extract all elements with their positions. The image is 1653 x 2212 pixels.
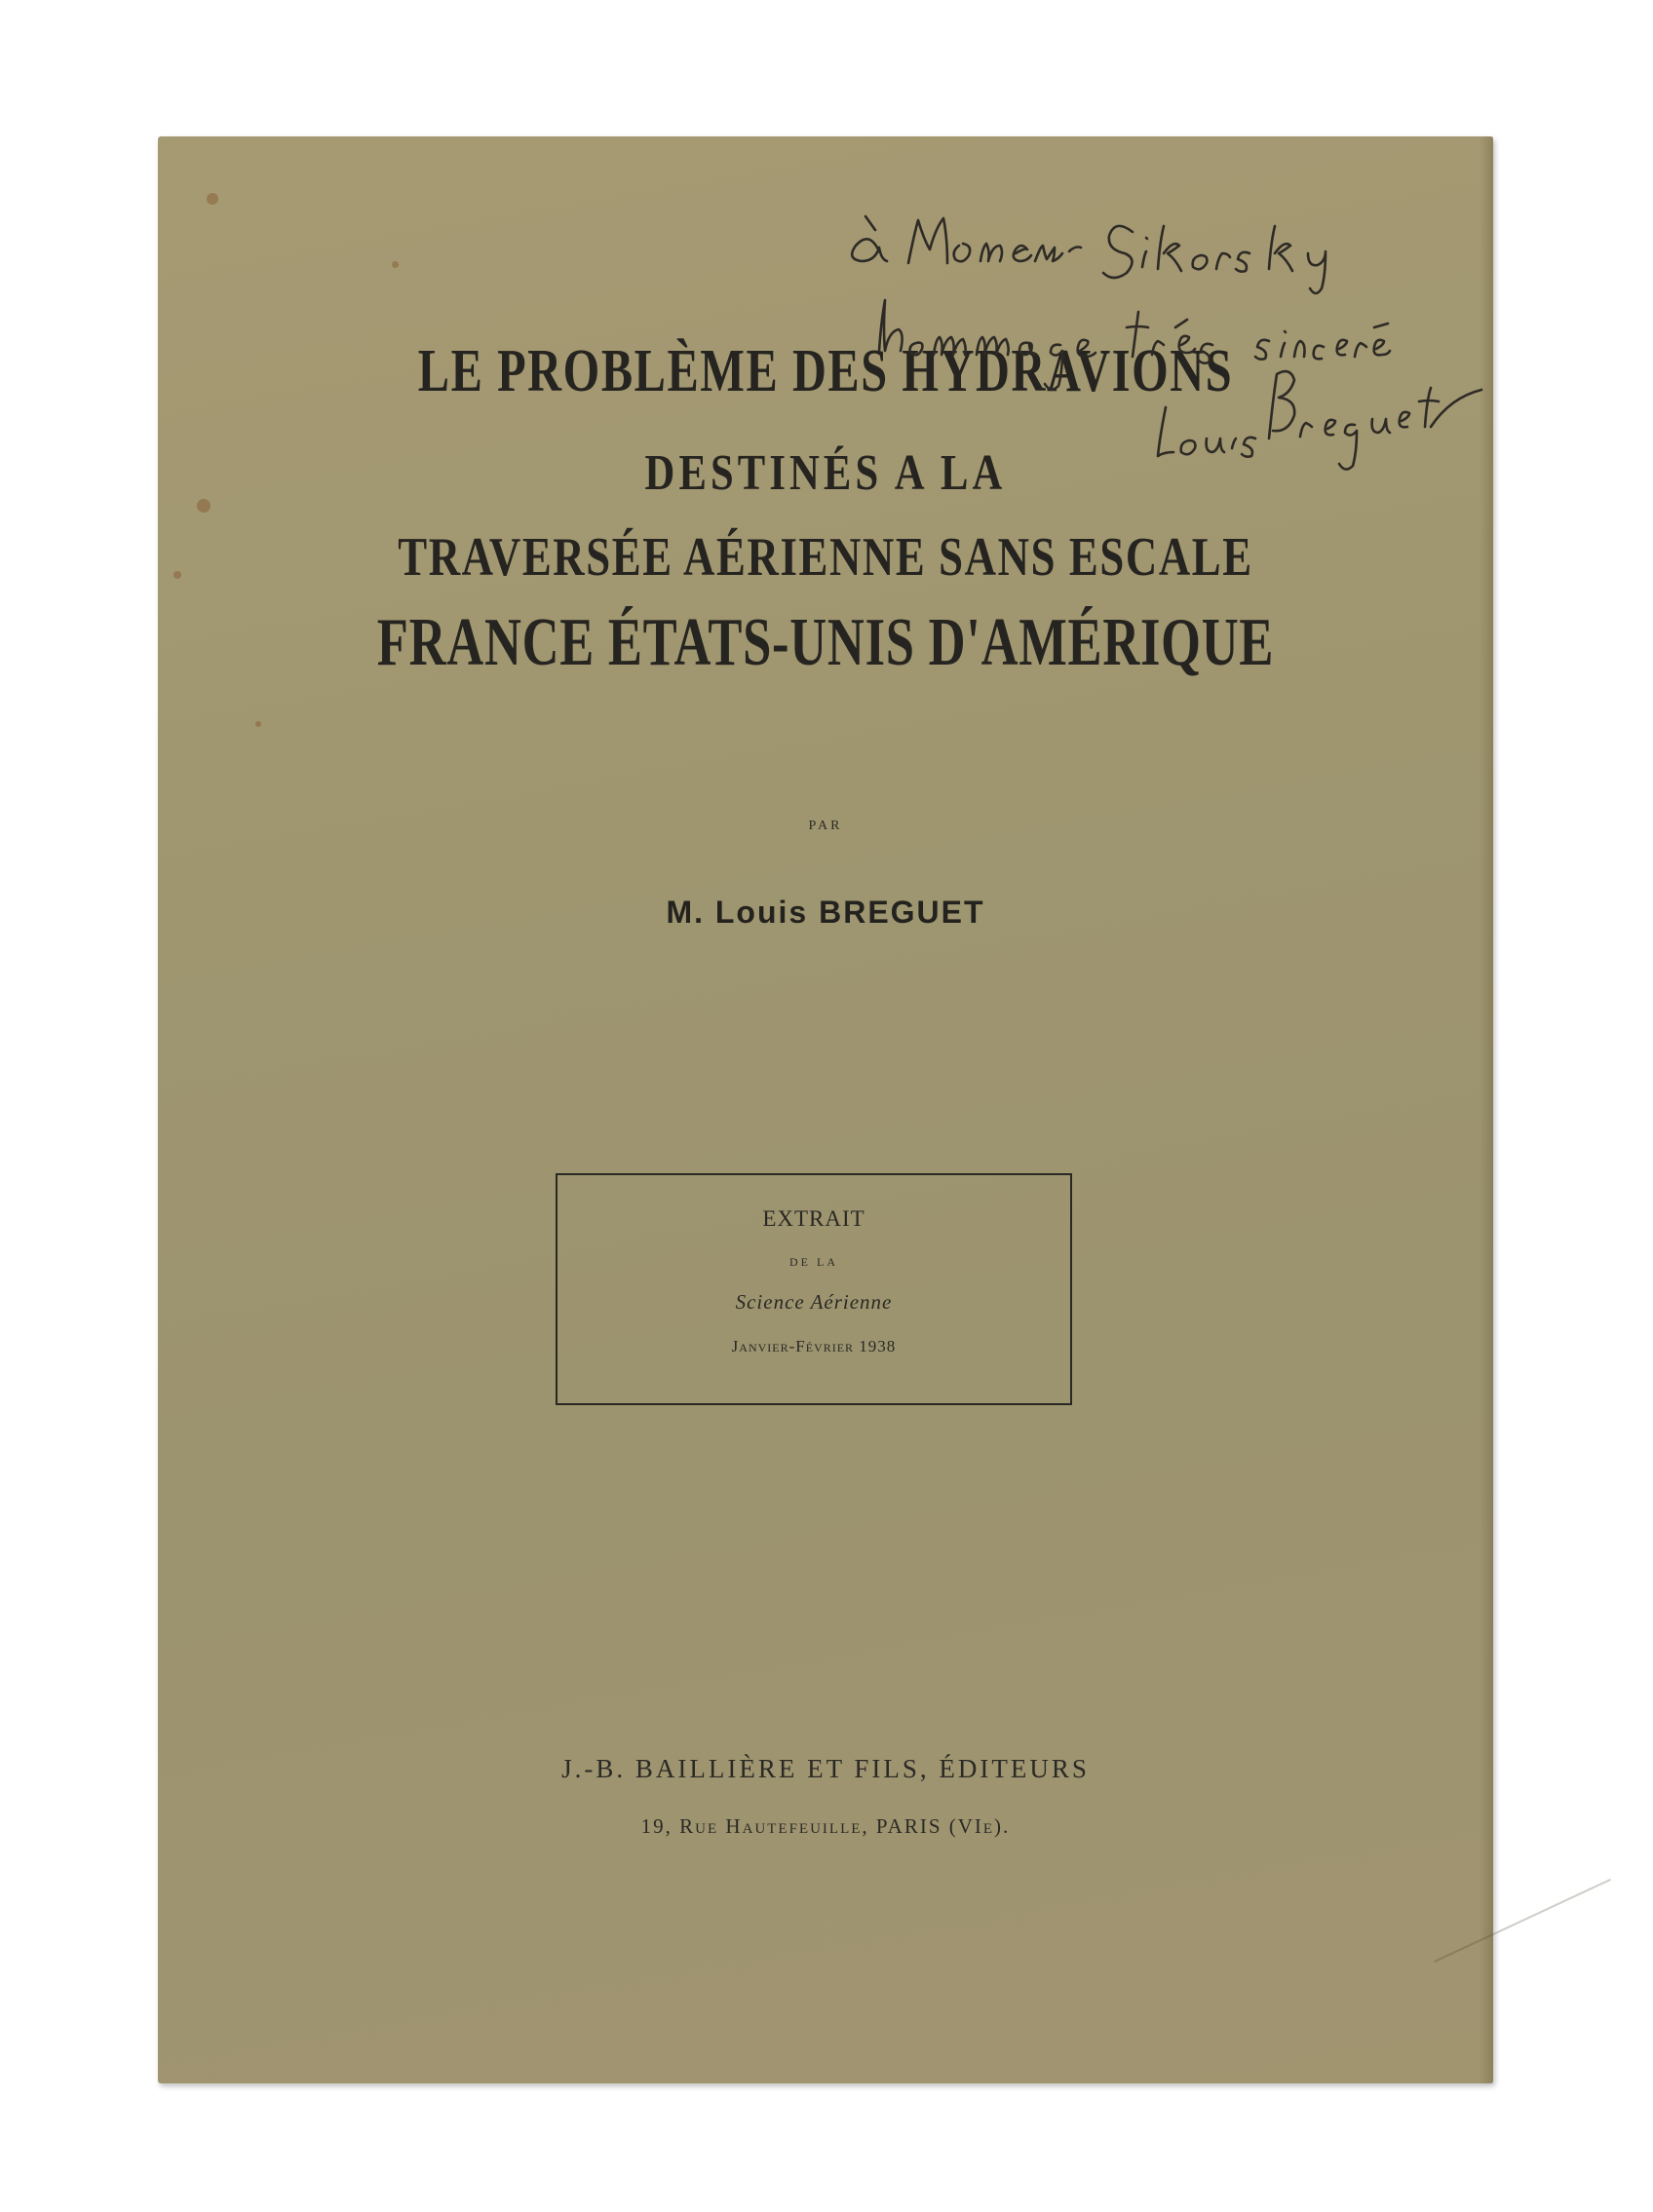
handwritten-inscription — [743, 156, 1483, 477]
foxing-spot — [392, 261, 399, 268]
extract-of-label: DE LA — [789, 1255, 838, 1269]
publisher-address: 19, Rue Hautefeuille, PARIS (VIe). — [640, 1814, 1011, 1838]
foxing-spot — [207, 193, 218, 205]
extract-box — [556, 1173, 1072, 1405]
issue-date: Janvier-Février 1938 — [731, 1337, 897, 1355]
title-line-2: DESTINÉS A LA — [644, 445, 1007, 501]
foxing-spot — [197, 499, 211, 513]
foxing-spot — [173, 571, 181, 579]
publisher-name: J.-B. BAILLIÈRE ET FILS, ÉDITEURS — [561, 1754, 1090, 1783]
corner-crease — [1434, 1879, 1611, 1963]
extract-label: EXTRAIT — [762, 1206, 865, 1231]
title-line-4: FRANCE ÉTATS-UNIS D'AMÉRIQUE — [376, 605, 1275, 680]
journal-name: Science Aérienne — [735, 1290, 893, 1314]
title-line-3: TRAVERSÉE AÉRIENNE SANS ESCALE — [398, 527, 1253, 588]
booklet-cover — [158, 136, 1493, 2083]
by-label: PAR — [808, 819, 843, 833]
foxing-spot — [255, 721, 261, 727]
title-line-1: LE PROBLÈME DES HYDRAVIONS — [417, 338, 1234, 404]
author-name: M. Louis BREGUET — [666, 895, 985, 930]
